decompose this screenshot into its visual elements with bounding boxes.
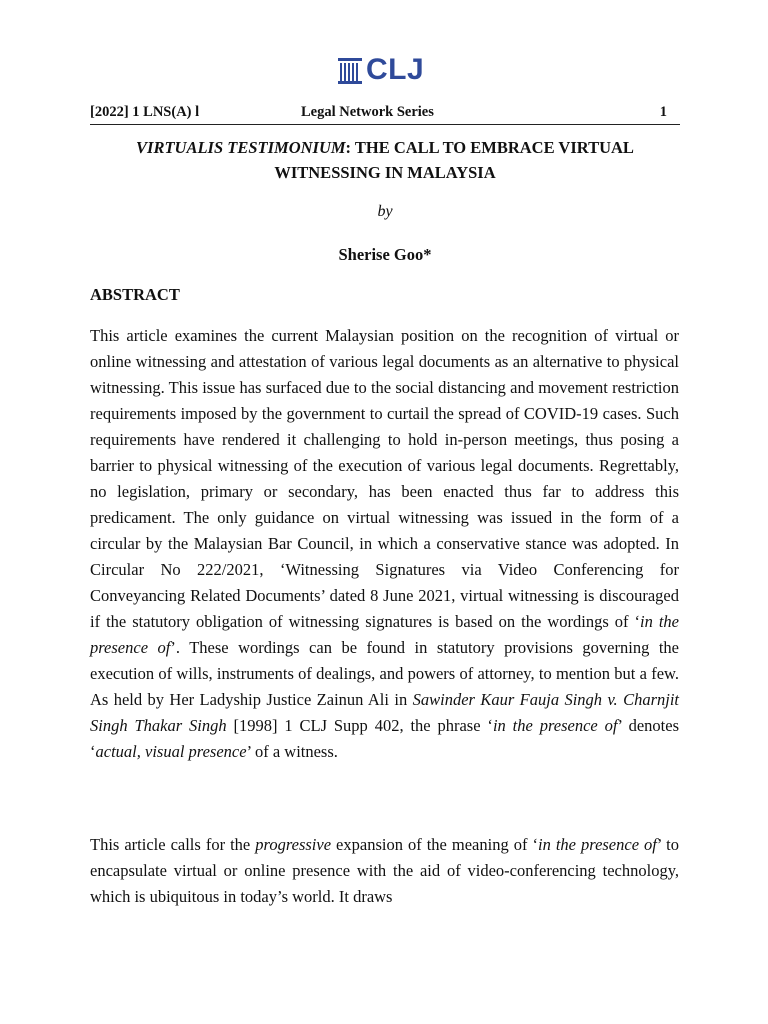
abstract-heading: ABSTRACT [90,285,180,304]
abstract-paragraph-1: This article examines the current Malaysian position on the recognition of virtual or online witnessing and attestation of various legal documents as an alternative to physical witnessing. This issue has surfaced due to the social distancing and movement restriction requirements imposed by the government to curtail the spread of COVID-19 cases. Such requirements have rendered it challenging to hold in-person meetings, thus posing a barrier to physical witnessing of the execution of various legal documents. Regrettably, no legislation, primary or secondary, has been enacted thus far to address this predicament. The only guidance on virtual witnessing was issued in the form of a circular by the Malaysian Bar Council, in which a conservative stance was adopted. In Circular No 222/2021, ‘Witnessing Signatures via Video Conferencing for Conveyancing Related Documents’ dated 8 June 2021, virtual witnessing is discouraged if the statutory obligation of witnessing signatures is based on the wordings of ‘in the presence of’. These wordings can be found in statutory provisions governing the execution of wills, instruments of dealings, and powers of attorney, to mention but a few. As held by Her Ladyship Justice Zainun Ali in Sawinder Kaur Fauja Singh v. Charnjit Singh Thakar Singh [1998] 1 CLJ Supp 402, the phrase ‘in the presence of’ denotes ‘actual, visual presence’ of a witness. [90,326,679,761]
logo-text: CLJ [366,53,425,86]
author-name: Sherise Goo* [338,245,432,264]
article-title [90,135,680,185]
abstract-paragraph-2: This article calls for the progressive expansion of the meaning of ‘in the presence of’ to encapsulate virtual or online presence with the aid of video-conferencing technology, which is ubiquitous in today’s world. It draws [90,835,680,906]
title-italic: VIRTUALIS TESTIMONIUM [136,138,346,157]
pillar-icon [338,55,362,85]
title-line2: WITNESSING IN MALAYSIA [274,163,496,182]
citation: [2022] 1 LNS(A) l [90,104,200,120]
by-line: by [377,203,393,220]
title-line1-rest: : THE CALL TO EMBRACE VIRTUAL [345,138,634,157]
series-name: Legal Network Series [301,104,434,120]
clj-logo [338,52,424,88]
running-head [90,102,680,125]
page-number: 1 [659,104,667,120]
